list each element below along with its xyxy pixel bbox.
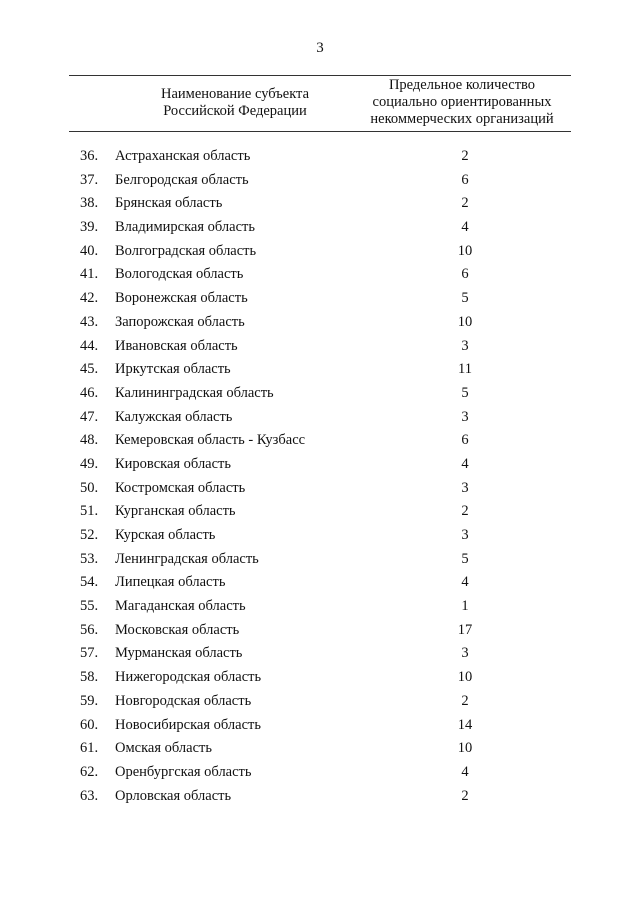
row-number: 52. (80, 527, 99, 543)
table-row (0, 453, 640, 477)
row-number: 53. (80, 550, 99, 567)
organization-limit: 3 (461, 645, 469, 662)
table-row (0, 714, 640, 738)
region-name: Брянская область (115, 195, 223, 212)
organization-limit: 3 (461, 408, 469, 425)
region-name: Белгородская область (115, 171, 249, 188)
row-number: 58. (80, 669, 99, 686)
organization-limit: 2 (461, 692, 469, 709)
region-name: Владимирская область (115, 219, 255, 236)
row-number: 55. (80, 598, 99, 615)
table-row (0, 145, 640, 169)
organization-limit: 1 (461, 598, 469, 615)
page-number: 3 (316, 40, 324, 56)
region-name: Запорожская область (115, 313, 245, 330)
table-row (0, 761, 640, 785)
column-header-region (100, 86, 370, 120)
row-number: 63. (80, 787, 99, 804)
row-number: 49. (80, 455, 99, 472)
region-name: Иркутская область (115, 361, 231, 378)
row-number: 43. (80, 313, 99, 330)
organization-limit: 10 (457, 242, 473, 259)
row-number: 56. (80, 621, 99, 638)
region-name: Орловская область (115, 787, 232, 804)
row-number: 44. (80, 337, 99, 354)
row-number: 59. (80, 692, 99, 709)
organization-limit: 5 (461, 550, 469, 567)
row-number: 50. (80, 479, 99, 496)
column-header-limit (362, 77, 562, 128)
region-name: Новосибирская область (115, 716, 261, 733)
region-name: Костромская область (115, 479, 246, 496)
column-header-limit-line: социально ориентированных (372, 94, 552, 110)
region-name: Вологодская область (115, 266, 244, 283)
table-row (0, 785, 640, 809)
table-row (0, 382, 640, 406)
region-name: Кировская область (115, 455, 232, 472)
region-name: Нижегородская область (115, 669, 262, 686)
organization-limit: 4 (461, 574, 469, 591)
table-row (0, 429, 640, 453)
table-row (0, 311, 640, 335)
organization-limit: 10 (457, 669, 473, 686)
table-row (0, 192, 640, 216)
row-number: 61. (80, 740, 99, 757)
organization-limit: 10 (457, 740, 473, 757)
region-name: Ивановская область (115, 337, 238, 354)
table-row (0, 335, 640, 359)
table-row (0, 666, 640, 690)
region-name: Астраханская область (115, 148, 251, 164)
table-row (0, 548, 640, 572)
organization-limit: 10 (457, 313, 473, 330)
organization-limit: 4 (461, 219, 469, 236)
region-name: Кемеровская область - Кузбасс (115, 432, 306, 449)
column-header-region-line: Наименование субъекта (160, 86, 310, 102)
organization-limit: 5 (461, 290, 469, 307)
organization-limit: 5 (461, 384, 469, 401)
table-row (0, 287, 640, 311)
organization-limit: 2 (461, 195, 469, 212)
row-number: 57. (80, 645, 99, 662)
region-name: Мурманская область (115, 645, 243, 662)
organization-limit: 2 (461, 148, 469, 164)
row-number: 38. (80, 195, 99, 212)
row-number: 47. (80, 408, 99, 425)
organization-limit: 2 (461, 787, 469, 804)
table-row (0, 216, 640, 240)
region-name: Московская область (115, 621, 240, 638)
table-row (0, 169, 640, 193)
column-header-limit-line: некоммерческих организаций (370, 111, 554, 127)
table-body (0, 145, 640, 808)
table-row (0, 642, 640, 666)
table-row (0, 571, 640, 595)
table-row (0, 500, 640, 524)
region-name: Новгородская область (115, 692, 252, 709)
table-row (0, 240, 640, 264)
organization-limit: 6 (461, 432, 469, 449)
organization-limit: 17 (457, 621, 473, 638)
row-number: 42. (80, 290, 99, 307)
organization-limit: 3 (461, 337, 469, 354)
region-name: Омская область (115, 740, 212, 757)
table-row (0, 358, 640, 382)
row-number: 40. (80, 242, 99, 259)
region-name: Ленинградская область (115, 550, 259, 567)
region-name: Липецкая область (115, 574, 226, 591)
region-name: Курганская область (115, 503, 236, 520)
row-number: 62. (80, 763, 99, 780)
organization-limit: 2 (461, 503, 469, 520)
table-row (0, 690, 640, 714)
organization-limit: 6 (461, 171, 469, 188)
region-name: Оренбургская область (115, 763, 252, 780)
organization-limit: 6 (461, 266, 469, 283)
row-number: 46. (80, 384, 99, 401)
organization-limit: 11 (458, 361, 472, 378)
organization-limit: 14 (457, 716, 473, 733)
region-name: Калининградская область (115, 384, 274, 401)
organization-limit: 4 (461, 763, 469, 780)
table-header-rule (69, 131, 571, 132)
table-row (0, 406, 640, 430)
table-top-rule (69, 75, 571, 76)
row-number: 48. (80, 432, 99, 449)
row-number: 41. (80, 266, 99, 283)
region-name: Калужская область (115, 408, 233, 425)
table-row (0, 524, 640, 548)
organization-limit: 3 (461, 479, 469, 496)
table-row (0, 263, 640, 287)
region-name: Магаданская область (115, 598, 246, 615)
table-row (0, 737, 640, 761)
row-number: 45. (80, 361, 99, 378)
organization-limit: 3 (461, 527, 469, 543)
column-header-limit-line: Предельное количество (388, 77, 536, 93)
region-name: Волгоградская область (115, 242, 257, 259)
column-header-region-line: Российской Федерации (163, 103, 307, 119)
organization-limit: 4 (461, 455, 469, 472)
table-row (0, 477, 640, 501)
table-row (0, 619, 640, 643)
row-number: 54. (80, 574, 99, 591)
region-name: Курская область (115, 527, 216, 543)
row-number: 60. (80, 716, 99, 733)
row-number: 36. (80, 148, 99, 164)
row-number: 51. (80, 503, 99, 520)
table-row (0, 595, 640, 619)
region-name: Воронежская область (115, 290, 248, 307)
row-number: 39. (80, 219, 99, 236)
row-number: 37. (80, 171, 99, 188)
